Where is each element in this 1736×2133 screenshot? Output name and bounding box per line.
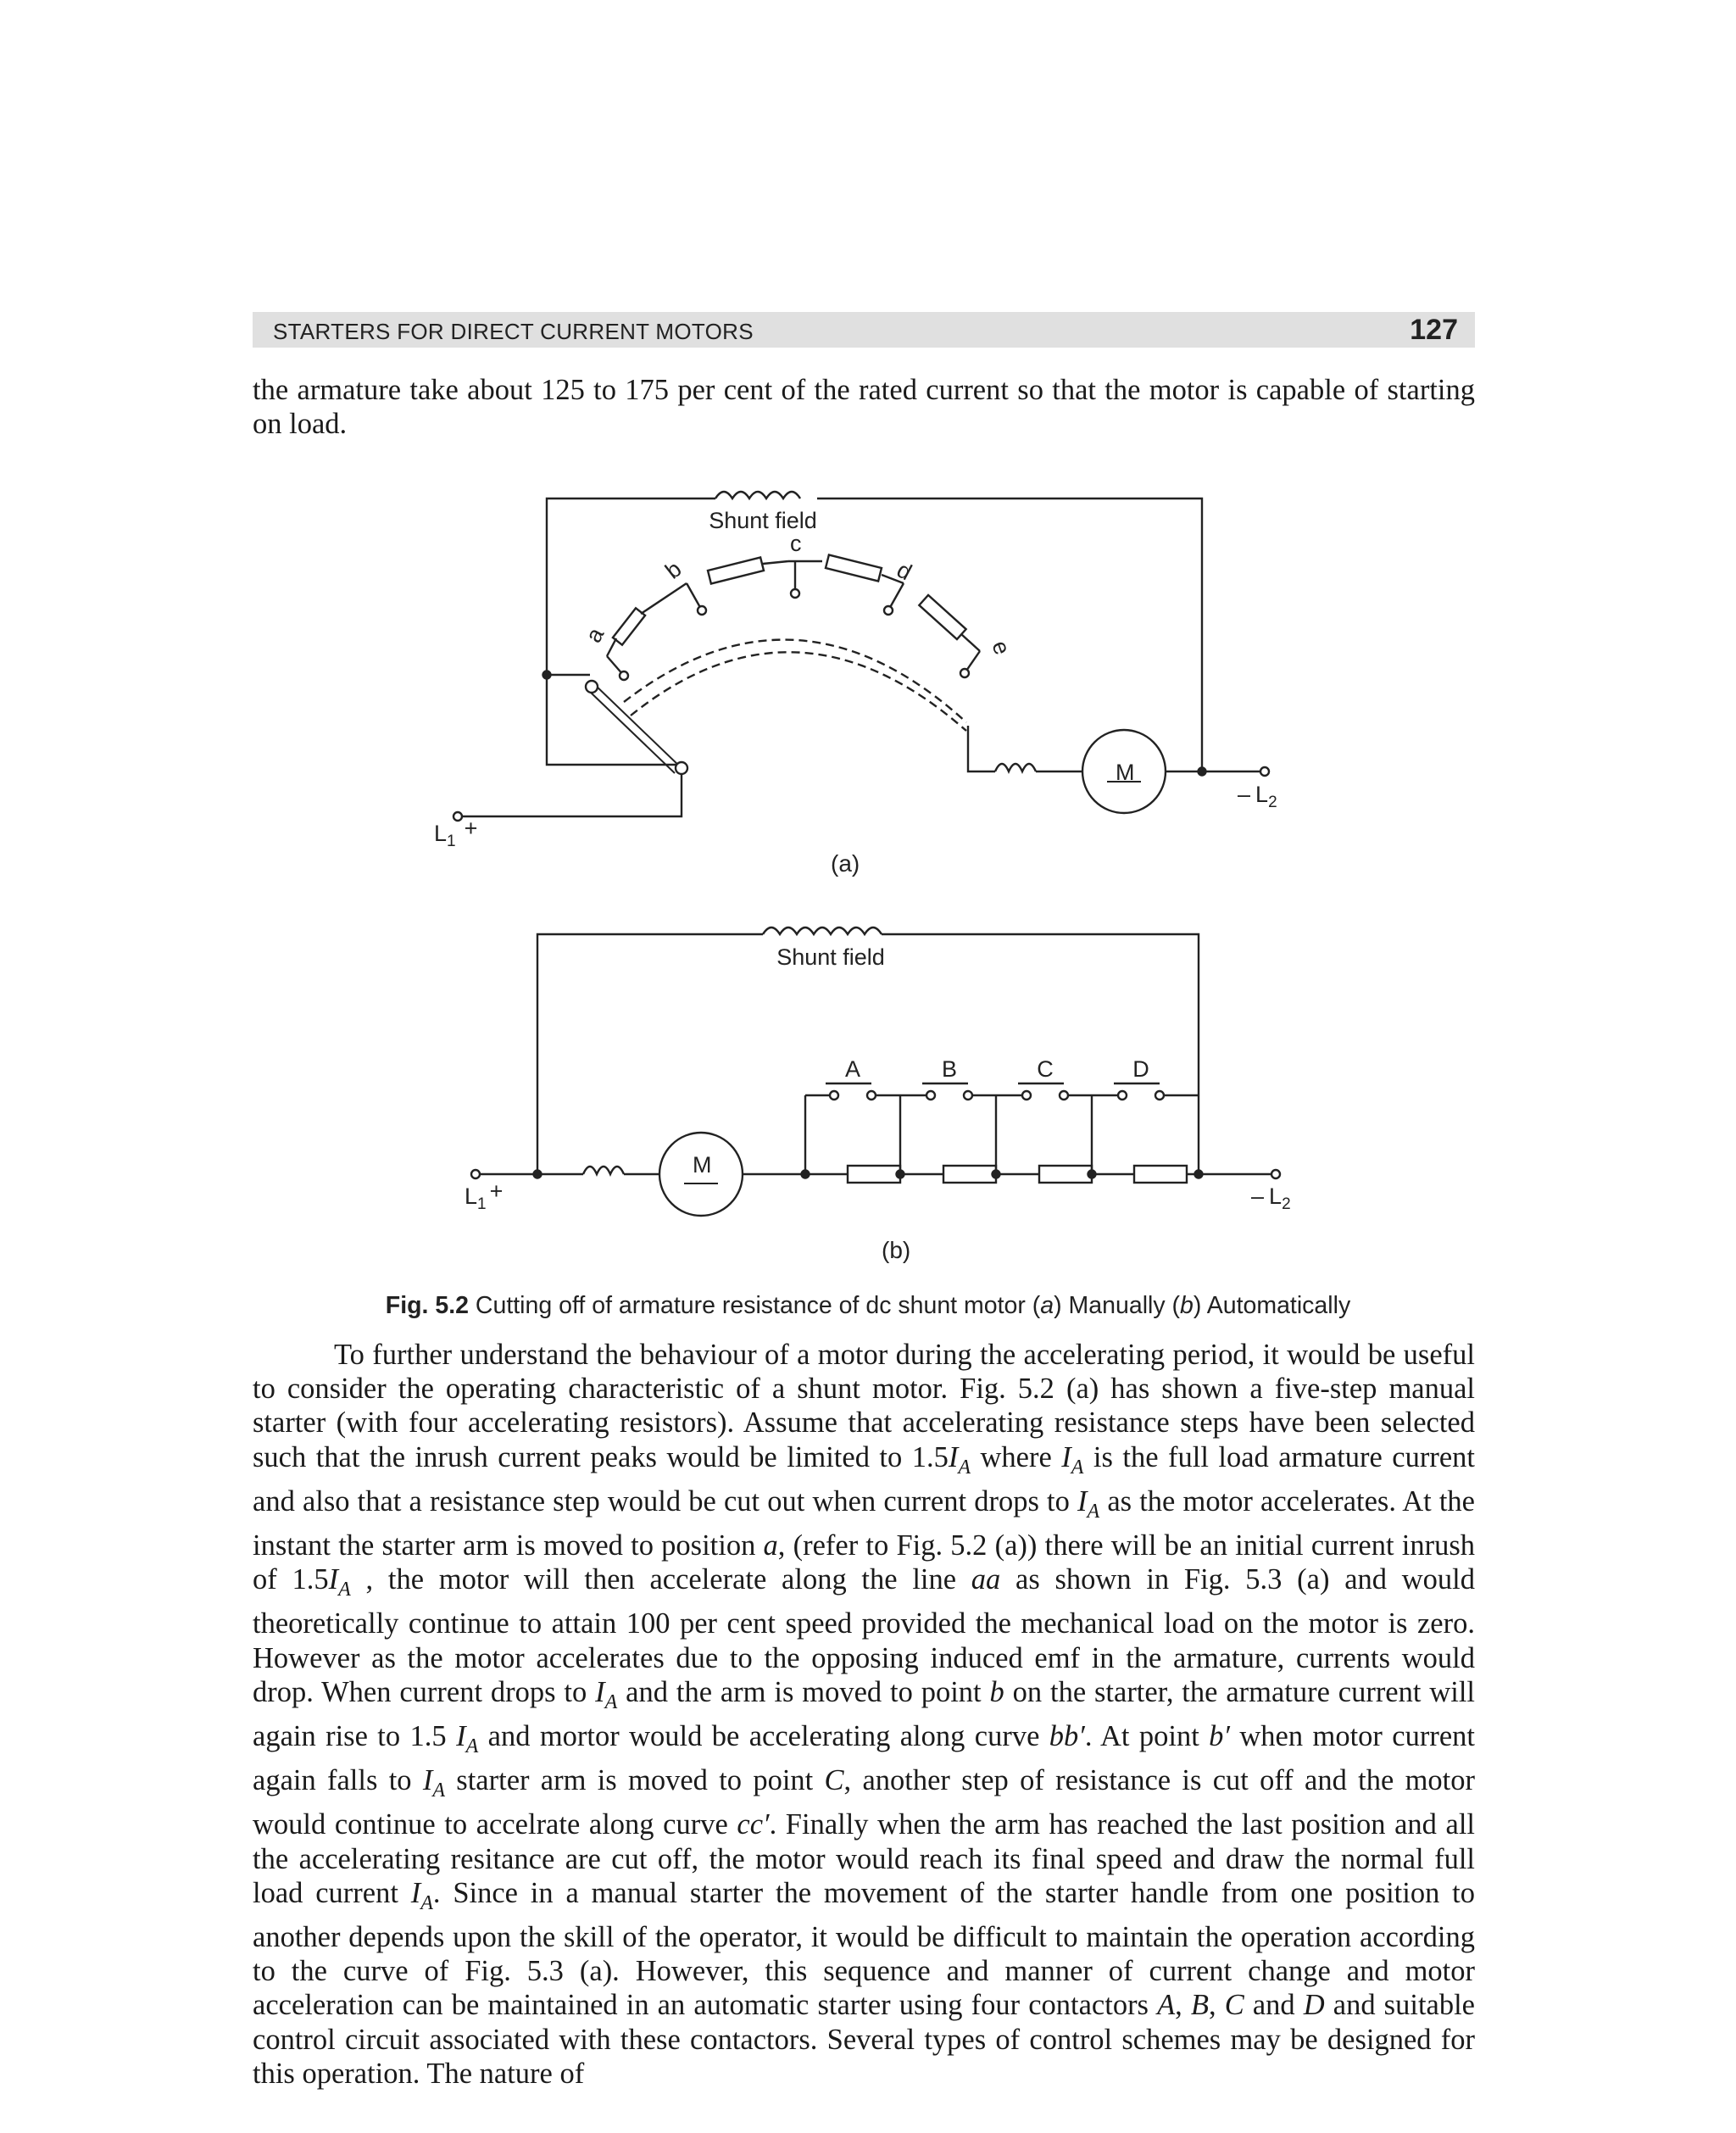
wire: [968, 726, 995, 771]
wire: [763, 561, 788, 564]
terminal-l1: [471, 1170, 480, 1178]
shunt-field-coil: [715, 492, 800, 498]
contactor-label-b: B: [941, 1056, 958, 1082]
wire: [961, 634, 980, 651]
resistor-2: [708, 557, 764, 583]
wire: [547, 498, 715, 675]
contact-label-b: b: [660, 555, 687, 584]
caption-text: ) Manually (: [1054, 1292, 1181, 1319]
wire: [607, 638, 616, 656]
resistor-4: [1134, 1166, 1187, 1183]
contact-stud-e: [960, 669, 969, 677]
running-head: STARTERS FOR DIRECT CURRENT MOTORS: [273, 319, 754, 344]
resistor-1: [848, 1166, 900, 1183]
motor-label: M: [693, 1152, 712, 1178]
resistor-3: [826, 554, 882, 581]
contact-stud-c: [791, 589, 799, 598]
circuit-diagram-a: [407, 475, 1339, 848]
contactor-label-a: A: [844, 1056, 861, 1082]
resistor-1: [613, 608, 645, 644]
panel-a-caption: (a): [831, 850, 860, 877]
contactor-a: [805, 1083, 900, 1100]
shunt-field-label: Shunt field: [776, 944, 885, 970]
starter-arm: [593, 683, 682, 768]
junction-dot: [1195, 1171, 1203, 1178]
contactor-label-c: C: [1037, 1056, 1054, 1082]
terminal-l2: [1271, 1170, 1280, 1178]
figure-caption: [0, 1292, 1736, 1320]
wire: [458, 774, 682, 816]
resistor-2: [943, 1166, 996, 1183]
contact-label-c: c: [790, 531, 802, 556]
l1-label: $L_1+$: [434, 816, 478, 848]
contactor-c: [996, 1083, 1092, 1100]
figure-number: Fig. 5.2: [385, 1292, 469, 1319]
wire: [641, 583, 687, 614]
terminal-l1: [453, 812, 462, 821]
resistor-4: [919, 595, 965, 639]
junction-dot: [1199, 768, 1206, 776]
caption-text: Cutting off of armature resistance of dc shunt motor (: [475, 1292, 1041, 1319]
shunt-field-label: Shunt field: [709, 508, 817, 533]
contactor-label-d: D: [1132, 1056, 1149, 1082]
terminal-l2: [1260, 767, 1269, 776]
guide-arc: [631, 652, 966, 731]
l2-label: – $L_2$: [1251, 1183, 1291, 1213]
body-paragraph: To further understand the behaviour of a motor during the accelerating period, it would be useful to consider the operating characteristic of a shunt motor. Fig. 5.2 (a) has shown a five-step manual starter (with four accelerating resistors). Assume that accelerating resistance steps have been selected such that the inrush current peaks would be limited to $1.5I_A$ where $I_A$ is the full load armature current and also that a resistance step would be cut out when current drops to $I_A$ as the motor accelerates. At the instant the starter arm is moved to position a, (refer to Fig. 5.2 (a)) there will be an initial current inrush of $1.5I_A$ , the motor will then accelerate along the line aa as shown in Fig. 5.3 (a) and would theoretically continue to attain 100 per cent speed provided the mechanical load on the motor is zero. However as the motor accelerates due to the opposing induced emf in the armature, currents would drop. When current drops to $I_A$ and the arm is moved to point b on the starter, the armature current will again rise to 1.5 $I_A$ and mortor would be accelerating along curve bb′. At point b′ when motor current again falls to $I_A$ starter arm is moved to point C, another step of resistance is cut off and the motor would continue to accelrate along curve cc′. Finally when the arm has reached the last position and all the accelerating resitance are cut off, the motor would reach its final speed and draw the normal full load current $I_A$. Since in a manual starter the movement of the starter handle from one position to another depends upon the skill of the operator, it would be difficult to maintain the operation according to the curve of Fig. 5.3 (a). However, this sequence and manner of current change and motor acceleration can be maintained in an automatic starter using four contactors A, B, C and D and suitable control circuit associated with these contactors. Several types of control schemes may be designed for this operation. The nature of: [253, 1339, 1519, 2090]
junction-dot: [534, 1171, 542, 1178]
circuit-diagram-b: [449, 907, 1314, 1221]
caption-italic-a: a: [1040, 1292, 1054, 1319]
wire: [547, 675, 682, 765]
page-header: [253, 312, 1475, 348]
contact-label-e: e: [987, 637, 1015, 659]
motor-label: M: [1116, 760, 1135, 785]
series-coil: [995, 764, 1036, 771]
panel-b-caption: (b): [882, 1237, 911, 1263]
contact-stud-d: [884, 606, 893, 615]
caption-italic-b: b: [1180, 1292, 1194, 1319]
resistor-3: [1039, 1166, 1092, 1183]
arm-pivot: [676, 762, 687, 774]
wire: [882, 934, 1199, 1174]
l1-label: $L_1+$: [465, 1178, 504, 1213]
contact-label-a: a: [580, 623, 609, 647]
starter-arm: [590, 692, 675, 773]
contact-stud-a: [620, 671, 628, 680]
contactor-b: [900, 1083, 996, 1100]
l2-label: – $L_2$: [1238, 782, 1277, 811]
shunt-field-coil: [763, 927, 882, 934]
caption-text: ) Automatically: [1193, 1292, 1351, 1319]
contact-stud-b: [698, 606, 706, 615]
page-number: 127: [1410, 314, 1458, 346]
intro-paragraph: the armature take about 125 to 175 per cent of the rated current so that the motor is capable of starting on load.: [253, 374, 1475, 441]
wire: [537, 934, 763, 1174]
wire: [817, 498, 1202, 771]
series-coil: [583, 1167, 624, 1174]
contactor-d: [1092, 1083, 1199, 1100]
contact-label-d: d: [893, 556, 916, 586]
junction-dot: [543, 671, 551, 679]
arm-contact: [586, 681, 598, 693]
